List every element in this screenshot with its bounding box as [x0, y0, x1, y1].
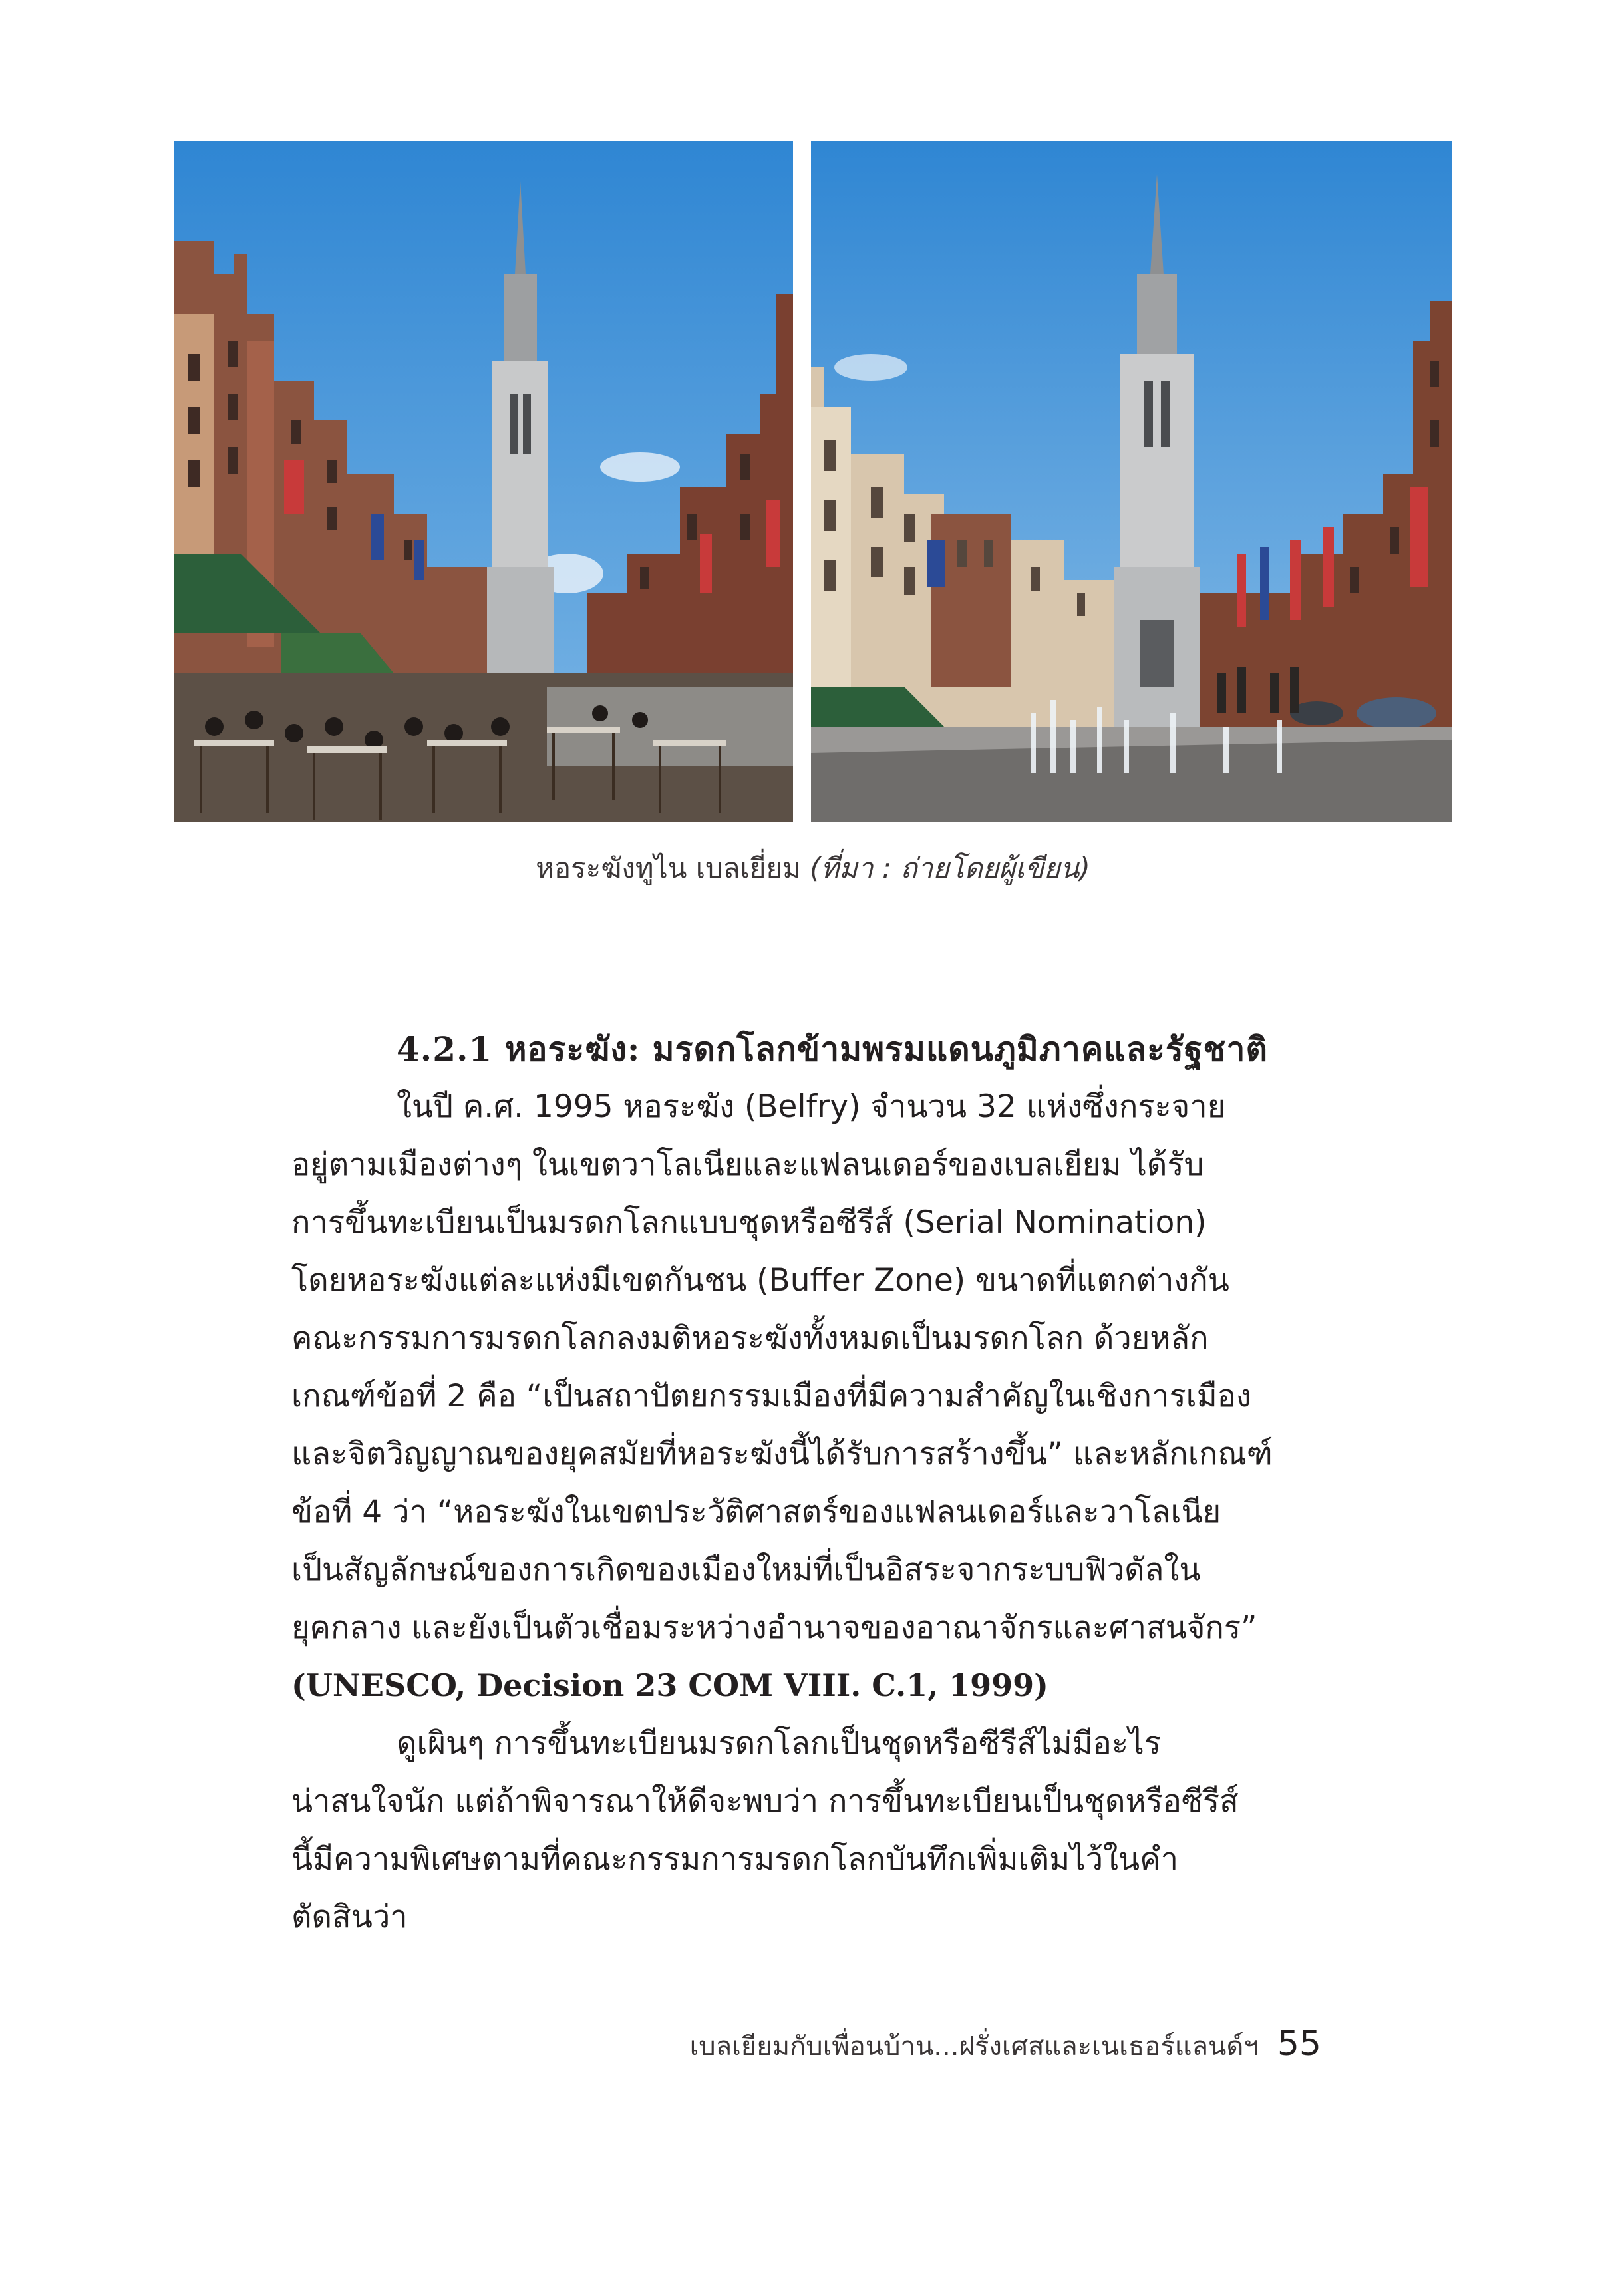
text-line: เกณฑ์ข้อที่ 2 คือ “เป็นสถาปัตยกรรมเมืองที่มีความสำคัญในเชิงการเมือง	[291, 1378, 1251, 1414]
text-line: นี้มีความพิเศษตามที่คณะกรรมการมรดกโลกบันทึกเพิ่มเติมไว้ในคำ	[291, 1841, 1179, 1878]
text-line: ในปี ค.ศ. 1995 หอระฆัง (Belfry) จำนวน 32 แห่งซึ่งกระจาย	[397, 1088, 1226, 1125]
text-line: การขึ้นทะเบียนเป็นมรดกโลกแบบชุดหรือซีรีส์ (Serial Nomination)	[291, 1204, 1207, 1241]
text-line: คณะกรรมการมรดกโลกลงมติหอระฆังทั้งหมดเป็นมรดกโลก ด้วยหลัก	[291, 1320, 1209, 1357]
text-line: และจิตวิญญาณของยุคสมัยที่หอระฆังนี้ได้รับการสร้างขึ้น” และหลักเกณฑ์	[291, 1436, 1273, 1472]
citation: (UNESCO, Decision 23 COM VIII. C.1, 1999)	[291, 1667, 1048, 1703]
running-footer-title: เบลเยียมกับเพื่อนบ้าน...ฝรั่งเศสและเนเธอร์แลนด์ฯ	[689, 2031, 1259, 2062]
page-number: 55	[1277, 2024, 1321, 2064]
photo-caption	[174, 846, 1452, 890]
text-line: น่าสนใจนัก แต่ถ้าพิจารณาให้ดีจะพบว่า การขึ้นทะเบียนเป็นชุดหรือซีรีส์	[291, 1783, 1239, 1820]
text-line: ยุคกลาง และยังเป็นตัวเชื่อมระหว่างอำนาจของอาณาจักรและศาสนจักร”	[291, 1609, 1257, 1646]
text-line: ข้อที่ 4 ว่า “หอระฆังในเขตประวัติศาสตร์ของแฟลนเดอร์และวาโลเนีย	[291, 1494, 1221, 1530]
caption-text: หอระฆังทูไน เบลเยี่ยม	[536, 852, 810, 884]
belfry-photo-right	[811, 141, 1452, 822]
text-line: ดูเผินๆ การขึ้นทะเบียนมรดกโลกเป็นชุดหรือซีรีส์ไม่มีอะไร	[397, 1725, 1161, 1762]
page-footer	[690, 2024, 1321, 2067]
paragraph-1	[291, 1078, 1323, 1946]
caption-source: (ที่มา : ถ่ายโดยผู้เขียน)	[810, 852, 1090, 884]
text-line: ตัดสินว่า	[291, 1899, 408, 1935]
section-heading: 4.2.1 หอระฆัง: มรดกโลกข้ามพรมแดนภูมิภาคและรัฐชาติ	[397, 1029, 1268, 1068]
text-line: โดยหอระฆังแต่ละแห่งมีเขตกันชน (Buffer Zone) ขนาดที่แตกต่างกัน	[291, 1262, 1229, 1299]
text-line: อยู่ตามเมืองต่างๆ ในเขตวาโลเนียและแฟลนเดอร์ของเบลเยียม ได้รับ	[291, 1146, 1204, 1183]
text-line: เป็นสัญลักษณ์ของการเกิดของเมืองใหม่ที่เป็นอิสระจากระบบฟิวดัลใน	[291, 1552, 1201, 1588]
belfry-photo-left	[174, 141, 793, 822]
